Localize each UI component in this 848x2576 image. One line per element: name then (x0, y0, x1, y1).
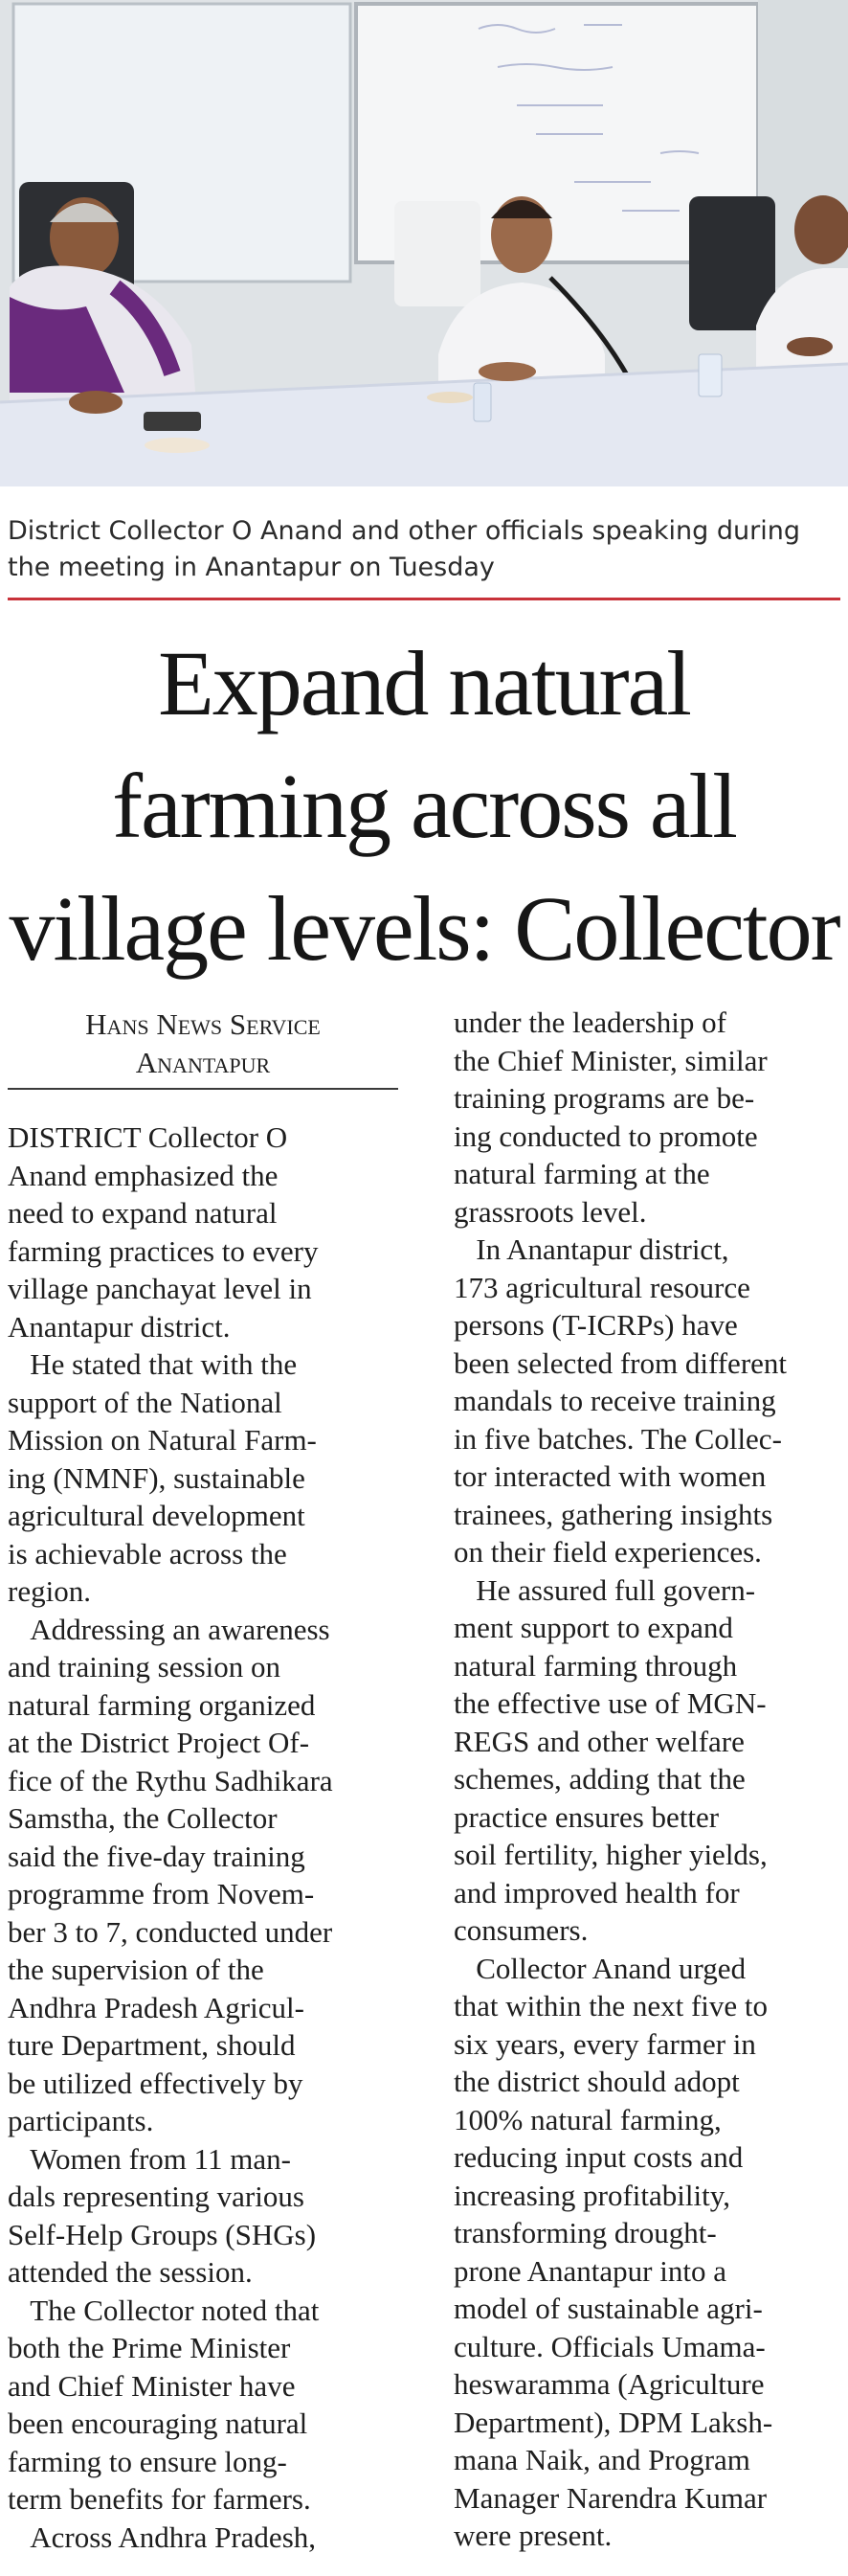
article-line: mana Naik, and Program (454, 2443, 750, 2476)
article-line: Women from 11 man- (8, 2141, 291, 2176)
article-line: model of sustainable agri- (454, 2292, 763, 2325)
article-line: tor interacted with women (454, 1459, 767, 1493)
caption-line: District Collector O Anand and other officials speaking during (8, 516, 800, 546)
article-paragraph (8, 1345, 404, 1611)
article-line: village panchayat level in (8, 1272, 312, 1305)
article-line: training programs are be- (454, 1081, 755, 1115)
article-line: region. (8, 1574, 91, 1608)
article-line: natural farming organized (8, 1687, 316, 1722)
article-paragraph (454, 1571, 846, 1950)
article-line: term benefits for farmers. (8, 2482, 311, 2516)
article-line: the supervision of the (8, 1953, 264, 1986)
article-line: Anand emphasized the (8, 1158, 279, 1192)
article-line: Andhra Pradesh Agricul- (8, 1990, 304, 2024)
article-line: Addressing an awareness (8, 1612, 330, 1646)
article-line: on their field experiences. (454, 1535, 762, 1569)
article-line: were present. (454, 2519, 613, 2552)
article-line: that within the next five to (454, 1989, 769, 2022)
article-line: support of the National (8, 1385, 282, 1419)
article-line: natural farming through (454, 1648, 738, 1683)
article-line: been encouraging natural (8, 2407, 308, 2440)
article-paragraph (454, 1004, 846, 1231)
article-line: attended the session. (8, 2255, 253, 2289)
article-line: ture Department, should (8, 2028, 296, 2062)
article-line: six years, every farmer in (454, 2026, 756, 2061)
article-line: Manager Narendra Kumar (454, 2480, 768, 2515)
article-line: REGS and other welfare (454, 1724, 745, 1758)
headline-line: Expand natural (158, 632, 690, 734)
article-paragraph (454, 1950, 846, 2555)
article-line: The Collector noted that (8, 2293, 320, 2327)
article-line: at the District Project Of- (8, 1726, 310, 1759)
article-line: in five batches. The Collec- (454, 1421, 782, 1456)
article-line: Department), DPM Laksh- (454, 2405, 773, 2439)
article-line: programme from Novem- (8, 1877, 315, 1910)
article-line: He assured full govern- (454, 1572, 756, 1607)
byline-divider (8, 1088, 398, 1090)
article-line: DISTRICT Collector O (8, 1120, 288, 1154)
headline (0, 622, 848, 990)
article-line: 173 agricultural resource (454, 1270, 750, 1304)
article-line: Across Andhra Pradesh, (8, 2520, 317, 2554)
article-line: heswaramma (Agriculture (454, 2367, 765, 2401)
article-line: He stated that with the (8, 1347, 298, 1381)
article-line: ing (NMNF), sustainable (8, 1460, 305, 1495)
caption-line: the meeting in Anantapur on Tuesday (8, 553, 495, 582)
article-line: both the Prime Minister (8, 2331, 291, 2364)
article-line: Samstha, the Collector (8, 1801, 278, 1835)
article-line: is achievable across the (8, 1536, 287, 1570)
article-line: 100% natural farming, (454, 2102, 722, 2136)
article-line: mandals to receive training (454, 1384, 776, 1417)
article-line: farming practices to every (8, 1233, 319, 1268)
article-column-left (8, 1119, 404, 2556)
article-paragraph (8, 2519, 404, 2557)
article-column-right (454, 1004, 846, 2555)
article-line: Self-Help Groups (SHGs) (8, 2217, 317, 2251)
article-paragraph (8, 2292, 404, 2519)
article-line: consumers. (454, 1913, 589, 1947)
article-line: farming to ensure long- (8, 2444, 287, 2478)
article-paragraph (8, 2140, 404, 2292)
article-line: reducing input costs and (454, 2140, 744, 2174)
byline-place: Anantapur (135, 1046, 271, 1079)
byline (8, 1006, 398, 1082)
news-photo (0, 0, 848, 486)
article-line: Collector Anand urged (454, 1951, 747, 1985)
article-line: grassroots level. (454, 1194, 647, 1229)
article-line: under the leadership of (454, 1006, 726, 1039)
article-line: fice of the Rythu Sadhikara (8, 1763, 333, 1797)
article-line: increasing profitability, (454, 2178, 730, 2212)
article-line: agricultural development (8, 1499, 305, 1532)
article-paragraph (8, 1119, 404, 1345)
article-line: the effective use of MGN- (454, 1686, 767, 1720)
article-line: ment support to expand (454, 1611, 733, 1644)
headline-line: farming across all (112, 755, 736, 857)
article-line: been selected from different (454, 1345, 788, 1380)
article-line: prone Anantapur into a (454, 2253, 726, 2288)
article-line: be utilized effectively by (8, 2066, 303, 2100)
article-line: natural farming at the (454, 1157, 710, 1190)
article-paragraph (454, 1231, 846, 1571)
article-line: practice ensures better (454, 1799, 720, 1834)
byline-service: Hans News Service (85, 1007, 321, 1041)
article-line: persons (T-ICRPs) have (454, 1308, 738, 1342)
article-line: said the five-day training (8, 1839, 305, 1873)
article-line: and improved health for (454, 1875, 740, 1909)
article-paragraph (8, 1611, 404, 2140)
article-line: need to expand natural (8, 1196, 278, 1230)
article-line: ber 3 to 7, conducted under (8, 1914, 333, 1949)
article-line: the Chief Minister, similar (454, 1043, 768, 1077)
headline-line: village levels: Collector (9, 877, 839, 980)
article-line: the district should adopt (454, 2065, 740, 2098)
article-line: transforming drought- (454, 2216, 717, 2249)
article-line: trainees, gathering insights (454, 1497, 773, 1531)
article-line: culture. Officials Umama- (454, 2329, 766, 2363)
article-line: Anantapur district. (8, 1309, 231, 1344)
article-line: soil fertility, higher yields, (454, 1838, 768, 1871)
article-line: In Anantapur district, (454, 1232, 729, 1266)
article-line: and Chief Minister have (8, 2368, 296, 2403)
article-line: ing conducted to promote (454, 1119, 758, 1153)
article-line: dals representing various (8, 2180, 304, 2213)
article-line: participants. (8, 2104, 154, 2137)
article-line: schemes, adding that the (454, 1762, 746, 1796)
caption-divider (8, 598, 840, 600)
photo-caption (8, 513, 831, 586)
article-line: and training session on (8, 1650, 280, 1683)
article-line: Mission on Natural Farm- (8, 1423, 317, 1457)
